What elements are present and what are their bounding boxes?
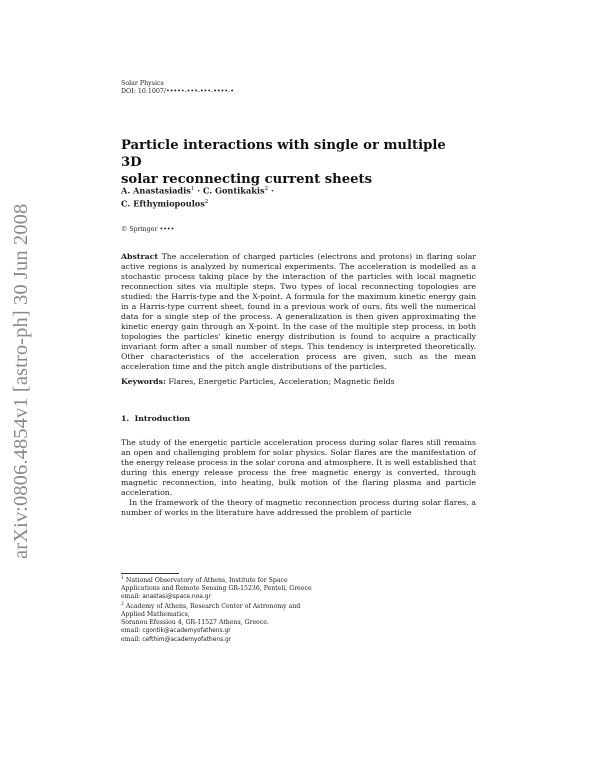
- author-line-2: [121, 197, 274, 210]
- introduction-body: [121, 438, 476, 518]
- author-name: A. Anastasiadis: [121, 185, 191, 196]
- keywords-text: Flares, Energetic Particles, Acceleration; Magnetic fields: [168, 377, 395, 386]
- author-list: [121, 184, 274, 209]
- keywords-label: Keywords:: [121, 377, 166, 386]
- email-label: email:: [121, 626, 141, 634]
- author-name: C. Gontikakis: [202, 185, 265, 196]
- abstract-label: Abstract: [121, 252, 159, 261]
- email-link[interactable]: anastasi@space.noa.gr: [142, 593, 211, 600]
- footnote-1-line-1: [121, 575, 421, 585]
- email-label: email:: [121, 635, 141, 643]
- intro-paragraph-1: The study of the energetic particle acceleration process during solar flares still remains an open and challenging problem for solar physics. Solar flares are the manifestation of the energy release process in the solar corona and atmosphere. It is well established that during this energy release process the free magnetic energy is converted, through magnetic reconnection, into heating, bulk motion of the flaring plasma and particle acceleration.: [121, 438, 476, 497]
- footnote-text: Academy of Athens, Research Center of Astronomy and: [125, 603, 301, 611]
- copyright-notice: © Springer ••••: [121, 226, 175, 233]
- footnote-2-line-2: Applied Mathematics,: [121, 611, 190, 619]
- footnote-1-email: [121, 593, 421, 602]
- footnote-mark: 2: [121, 602, 124, 608]
- abstract-text: The acceleration of charged particles (electrons and protons) in flaring solar active regions is analyzed by numerical experiments. The acceleration is modelled as a stochastic process taking place by the interaction of the particles with local magnetic reconnection sites via multiple steps. Two types of local reconnecting topologies are studied: the Harris-type and the X-point. A formula for the maximum kinetic energy gain in a Harris-type current sheet, found in a previous work of ours, fits well the numerical data for a single step of the process. A generalization is then given approximating the kinetic energy gain through an X-point. In the case of the multiple step process, in both topologies the particles' kinetic energy distribution is found to acquire a practically invariant form after a small number of steps. This tendency is interpreted theoretically. Other characteristics of the acceleration process are given, such as the mean acceleration time and the pitch angle distributions of the particles.: [121, 252, 477, 372]
- affiliation-ref: 1: [190, 186, 195, 192]
- email-label: email:: [121, 592, 141, 600]
- author-separator: ·: [197, 185, 203, 196]
- doi: DOI: 10.1007/•••••-•••-•••-••••-•: [121, 88, 234, 96]
- footnote-mark: 1: [121, 576, 124, 581]
- affiliation-ref: 2: [204, 198, 209, 205]
- affiliation-ref: 2: [264, 186, 269, 192]
- arxiv-stamp: arXiv:0806.4854v1 [astro-ph] 30 Jun 2008: [10, 203, 32, 559]
- keywords: [121, 377, 476, 387]
- author-line-1: [121, 184, 274, 197]
- footnote-2-email-1: [121, 627, 421, 636]
- email-link[interactable]: cefthim@academyofathens.gr: [142, 636, 232, 643]
- footnote-2-email-2: [121, 636, 421, 645]
- footnote-2-line-1: [121, 601, 421, 611]
- intro-paragraph-2: In the framework of the theory of magnetic reconnection process during solar flares, a number of works in the literature have addressed the problem of particle: [121, 498, 476, 517]
- footnote-2-line-3: Soranou Efessiou 4, GR-11527 Athens, Greece.: [121, 619, 269, 627]
- author-name: C. Efthymiopoulos: [121, 198, 205, 209]
- footnote-text: National Observatory of Athens, Institute for Space: [125, 577, 288, 585]
- section-number: 1.: [121, 414, 130, 423]
- footnote-rule: [121, 573, 179, 574]
- title-line-2: solar reconnecting current sheets: [121, 172, 373, 187]
- footnote-1-line-2: Applications and Remote Sensing GR-15236, Penteli, Greece: [121, 584, 312, 592]
- journal-header: [121, 80, 234, 96]
- paper-title: [121, 137, 451, 188]
- section-heading: [121, 414, 190, 423]
- abstract: [121, 252, 476, 372]
- journal-name: Solar Physics: [121, 80, 164, 87]
- author-separator: ·: [271, 185, 274, 196]
- footnotes: [121, 575, 421, 645]
- section-title: Introduction: [134, 414, 191, 423]
- title-line-1: Particle interactions with single or multiple 3D: [121, 138, 446, 170]
- email-link[interactable]: cgontik@academyofathens.gr: [142, 627, 231, 634]
